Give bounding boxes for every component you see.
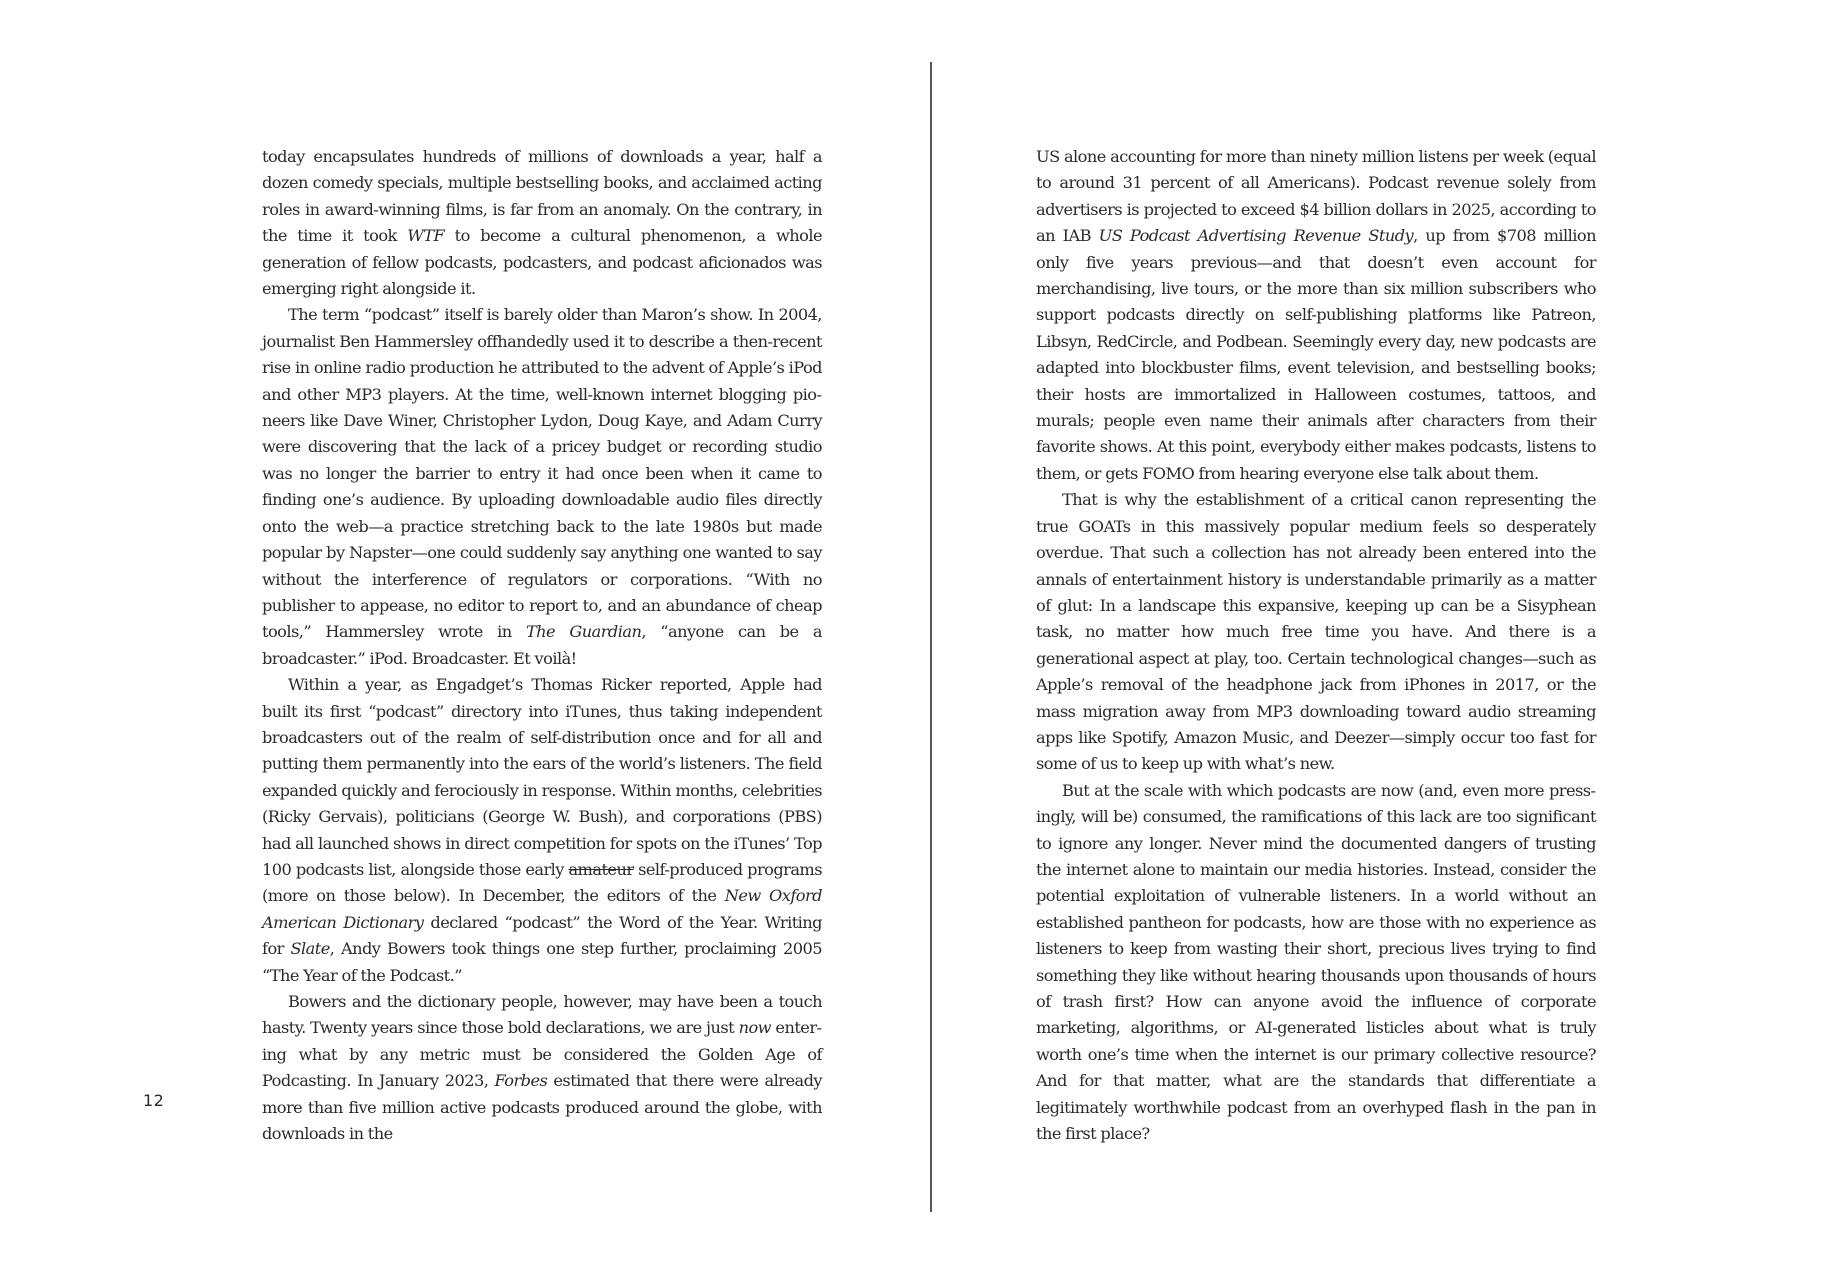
text-run: estimated that there were already more than five million active podcasts produced around the globe, with downloads in the: [262, 1071, 822, 1144]
text-run: , Andy Bowers took things one step further, proclaiming 2005 “The Year of the Podcast.”: [262, 939, 822, 985]
left-paragraph-1: [262, 144, 822, 302]
strikethrough-word: amateur: [568, 859, 634, 879]
text-run: declared “podcast” the Word of the Year. Writing for: [262, 912, 822, 959]
text-run: US alone accounting for more than ninety million listens per week (equal to around 31 percent of all Americans). Podcast revenue solely from advertisers is projected to exceed $4 billion dollars in 2025, according to an IAB: [1036, 147, 1596, 246]
text-run: entering what by any metric must be considered the Golden Age of Podcasting. In January 2023,: [262, 1018, 822, 1091]
right-page: [932, 0, 1842, 1266]
italic-title-wtf: WTF: [407, 226, 445, 246]
right-paragraph-2: [1036, 487, 1596, 777]
right-text-column: [1036, 144, 1596, 1147]
left-paragraph-2: [262, 302, 822, 672]
text-run: Bowers and the dictionary people, however, may have been a touch hasty. Twenty years since those bold declarations, we are just: [262, 992, 822, 1038]
text-run: to become a cultural phenomenon, a whole generation of fellow podcasts, podcasters, and podcast aficionados was emerging right alongside it.: [262, 226, 822, 299]
text-run: , “anyone can be a broadcaster.” iPod. Broadcaster. Et voilà!: [262, 622, 822, 668]
italic-title-slate: Slate: [290, 939, 330, 959]
italic-title-iab-study: US Podcast Advertising Revenue Study: [1098, 226, 1414, 246]
italic-title-forbes: Forbes: [494, 1071, 548, 1091]
text-run: today encapsulates hundreds of millions of downloads a year, half a dozen comedy specials, multiple bestselling books, and acclaimed acting roles in award-winning films, is far from an anomaly. On the contrary, in the time it took: [262, 147, 822, 246]
text-run: , up from $708 million only five years previous—and that doesn’t even account for merchandising, live tours, or the more than six million subscribers who support podcasts directly on self-publishing platforms like Patreon, Libsyn, RedCircle, and Podbean. Seemingly every day, new podcasts are adapted into blockbuster films, event television, and bestselling books; their hosts are immortalized in Halloween costumes, tattoos, and murals; people even name their animals after characters from their favorite shows. At this point, everybody either makes podcasts, listens to them, or gets FOMO from hearing everyone else talk about them.: [1036, 226, 1596, 483]
text-run: The term “podcast” itself is barely older than Maron’s show. In 2004, journalist Ben Hammersley offhandedly used it to describe a then-recent rise in online radio production he attributed to the advent of Apple’s iPod and other MP3 players. At the time, well-known internet blogging pioneers like Dave Winer, Christopher Lydon, Doug Kaye, and Adam Curry were discovering that the lack of a pricey budget or recording studio was no longer the barrier to entry it had once been when it came to finding one’s audience. By uploading downloadable audio files directly onto the web—a practice stretching back to the late 1980s but made popular by Napster—one could suddenly say anything one wanted to say without the interference of regulators or corporations. “With no publisher to appease, no editor to report to, and an abundance of cheap tools,” Hammersley wrote in: [262, 305, 822, 642]
right-paragraph-3: [1036, 778, 1596, 1148]
text-run: Within a year, as Engadget’s Thomas Ricker reported, Apple had built its first “podcast” directory into iTunes, thus taking independent broadcasters out of the realm of self-distribution once and for all and putting them permanently into the ears of the world’s listeners. The field expanded quickly and ferociously in response. Within months, celebrities (Ricky Gervais), politicians (George W. Bush), and corporations (PBS) had all launched shows in direct competition for spots on the iTunes’ Top 100 podcasts list, alongside those early: [262, 675, 822, 879]
left-paragraph-4: [262, 989, 822, 1147]
page-number: 12: [143, 1091, 165, 1110]
left-text-column: [262, 144, 822, 1147]
text-run: But at the scale with which podcasts are now (and, even more pressingly, will be) consumed, the ramifications of this lack are too significant to ignore any longer. Never mind the documented dangers of trusting the internet alone to maintain our media histories. Instead, consider the potential exploitation of vulnerable listeners. In a world without an established pantheon for podcasts, how are those with no experience as listeners to keep from wasting their short, precious lives trying to find something they like without hearing thousands upon thousands of hours of trash first? How can anyone avoid the influence of corporate marketing, algorithms, or AI-generated listicles about what is truly worth one’s time when the internet is our primary collective resource? And for that matter, what are the standards that differentiate a legitimately worthwhile podcast from an overhyped flash in the pan in the first place?: [1036, 780, 1596, 1144]
italic-title-guardian: The Guardian: [525, 622, 642, 642]
italic-word-now: now: [738, 1018, 771, 1038]
left-paragraph-3: [262, 672, 822, 989]
right-paragraph-1: [1036, 144, 1596, 487]
text-run: self-produced programs (more on those below). In December, the editors of the: [262, 859, 822, 906]
italic-title-dictionary: New Oxford American Dictionary: [262, 886, 822, 932]
text-run: That is why the establishment of a critical canon representing the true GOATs in this massively popular medium feels so desperately overdue. That such a collection has not already been entered into the annals of entertainment history is understandable primarily as a matter of glut: In a landscape this expansive, keeping up can be a Sisyphean task, no matter how much free time you have. And there is a generational aspect at play, too. Certain technological changes—such as Apple’s removal of the headphone jack from iPhones in 2017, or the mass migration away from MP3 downloading toward audio streaming apps like Spotify, Amazon Music, and Deezer—simply occur too fast for some of us to keep up with what’s new.: [1036, 490, 1596, 774]
